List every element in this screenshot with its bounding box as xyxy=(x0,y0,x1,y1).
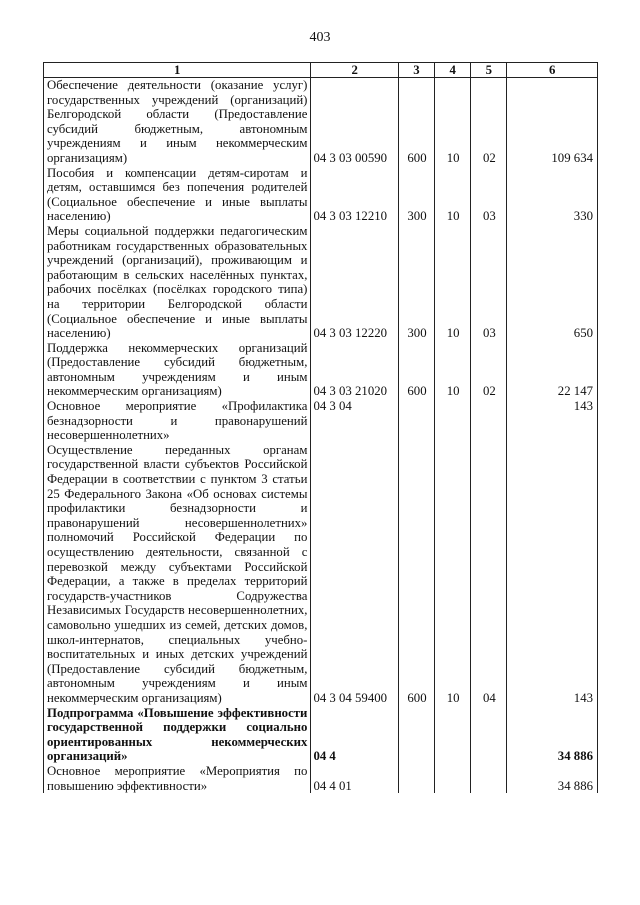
row-col5: 02 xyxy=(471,341,507,399)
header-row xyxy=(44,63,598,78)
row-col4: 10 xyxy=(435,78,471,166)
page-number: 403 xyxy=(309,30,331,45)
row-description: Основное мероприятие «Мероприятия по повышению эффективности» xyxy=(44,764,311,793)
row-col3: 600 xyxy=(398,443,434,706)
row-col3 xyxy=(398,764,434,793)
row-col3: 300 xyxy=(398,166,434,224)
row-col4 xyxy=(435,706,471,764)
row-description: Меры социальной поддержки педагогическим работникам государственных образовательных учреждений (организаций), проживающим и работающим в сельских населённых пунктах, рабочих посёлках (посёлках городского типа) на территории Белгородской области (Социальное обеспечение и иные выплаты населению) xyxy=(44,224,311,341)
row-code: 04 4 01 xyxy=(311,764,398,793)
table-row xyxy=(44,224,598,341)
table-row xyxy=(44,166,598,224)
row-col5: 02 xyxy=(471,78,507,166)
row-col5 xyxy=(471,764,507,793)
row-amount: 330 xyxy=(507,166,598,224)
row-col3 xyxy=(398,399,434,443)
row-amount: 34 886 xyxy=(507,764,598,793)
row-col3: 600 xyxy=(398,78,434,166)
header-cell: 3 xyxy=(398,63,434,78)
row-amount: 143 xyxy=(507,443,598,706)
row-col5 xyxy=(471,399,507,443)
row-col4: 10 xyxy=(435,166,471,224)
budget-table-container xyxy=(43,62,598,793)
table-row xyxy=(44,706,598,764)
row-col5: 03 xyxy=(471,166,507,224)
header-cell: 5 xyxy=(471,63,507,78)
row-col4: 10 xyxy=(435,341,471,399)
row-amount: 143 xyxy=(507,399,598,443)
row-col3: 300 xyxy=(398,224,434,341)
row-amount: 109 634 xyxy=(507,78,598,166)
header-cell: 4 xyxy=(435,63,471,78)
row-description: Осуществление переданных органам государственной власти субъектов Российской Федерации в соответствии с пунктом 3 статьи 25 Федерального Закона «Об основах системы профилактики безнадзорности и правонарушений несовершеннолетних» полномочий Российской Федерации по осуществлению деятельности, связанной с перевозкой между субъектами Российской Федерации, а также в пределах территорий государств-участников Содружества Независимых Государств несовершеннолетних, самовольно ушедших из семей, детских домов, школ-интернатов, специальных учебно-воспитательных и иных детских учреждений (Предоставление субсидий бюджетным, автономным учреждениям и иным некоммерческим организациям) xyxy=(44,443,311,706)
row-col3: 600 xyxy=(398,341,434,399)
header-cell: 1 xyxy=(44,63,311,78)
row-description: Пособия и компенсации детям-сиротам и детям, оставшимся без попечения родителей (Социальное обеспечение и иные выплаты населению) xyxy=(44,166,311,224)
header-cell: 2 xyxy=(311,63,398,78)
row-col5: 04 xyxy=(471,443,507,706)
row-code: 04 3 03 21020 xyxy=(311,341,398,399)
row-amount: 34 886 xyxy=(507,706,598,764)
row-col4: 10 xyxy=(435,443,471,706)
row-description: Основное мероприятие «Профилактика безнадзорности и правонарушений несовершеннолетних» xyxy=(44,399,311,443)
row-col3 xyxy=(398,706,434,764)
row-description: Подпрограмма «Повышение эффективности государственной поддержки социально ориентированных некоммерческих организаций» xyxy=(44,706,311,764)
table-row xyxy=(44,78,598,166)
row-code: 04 3 04 59400 xyxy=(311,443,398,706)
table-row xyxy=(44,443,598,706)
table-body xyxy=(44,78,598,794)
row-amount: 650 xyxy=(507,224,598,341)
table-row xyxy=(44,399,598,443)
row-code: 04 4 xyxy=(311,706,398,764)
row-col4: 10 xyxy=(435,224,471,341)
table-row xyxy=(44,341,598,399)
table-row xyxy=(44,764,598,793)
row-description: Обеспечение деятельности (оказание услуг) государственных учреждений (организаций) Белгородской области (Предоставление субсидий бюджетным, автономным учреждениям и иным некоммерческим организациям) xyxy=(44,78,311,166)
row-col4 xyxy=(435,764,471,793)
row-code: 04 3 04 xyxy=(311,399,398,443)
row-description: Поддержка некоммерческих организаций (Предоставление субсидий бюджетным, автономным учреждениям и иным некоммерческим организациям) xyxy=(44,341,311,399)
row-col5: 03 xyxy=(471,224,507,341)
row-col5 xyxy=(471,706,507,764)
header-cell: 6 xyxy=(507,63,598,78)
row-amount: 22 147 xyxy=(507,341,598,399)
row-code: 04 3 03 12220 xyxy=(311,224,398,341)
row-col4 xyxy=(435,399,471,443)
row-code: 04 3 03 12210 xyxy=(311,166,398,224)
budget-table xyxy=(43,62,598,793)
row-code: 04 3 03 00590 xyxy=(311,78,398,166)
